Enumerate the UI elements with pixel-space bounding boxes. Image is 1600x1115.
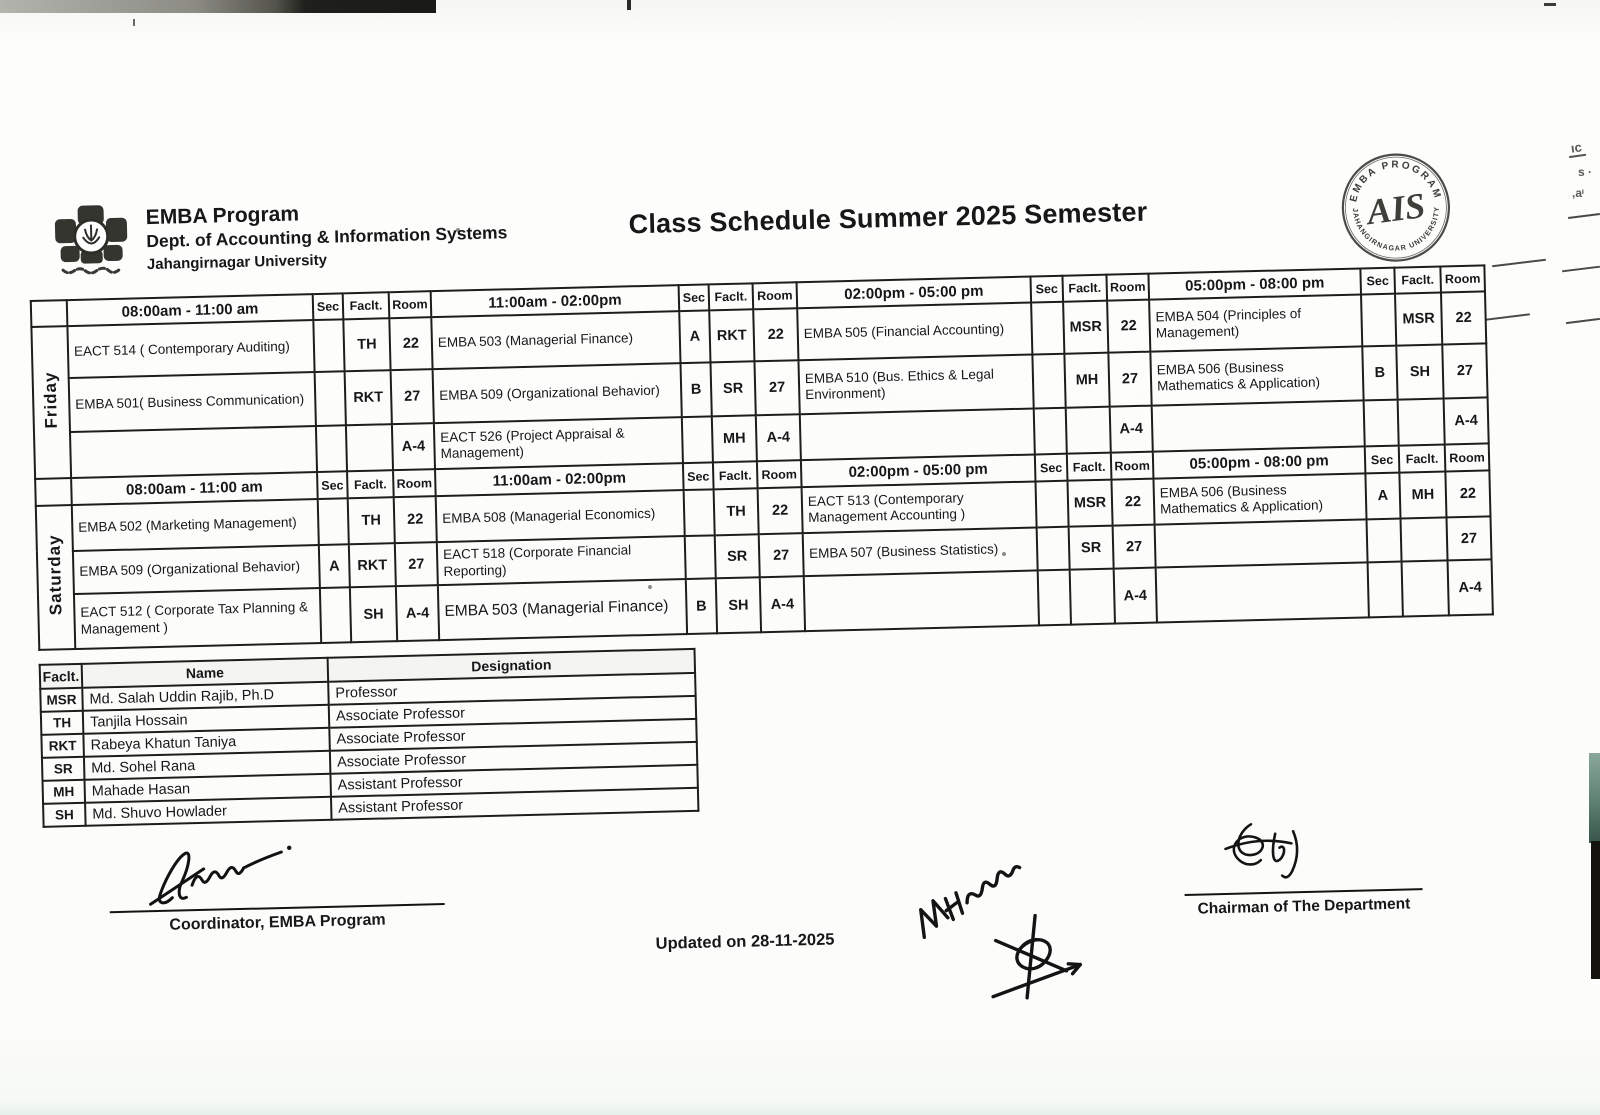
faculty-designation-cell: Assistant Professor	[330, 765, 697, 797]
faclt-column-header: Faclt.	[1399, 444, 1446, 472]
time-slot-header: 02:00pm - 05:00 pm	[797, 277, 1032, 309]
sec-cell	[1037, 527, 1070, 571]
faclt-cell: MSR	[1395, 293, 1442, 346]
course-cell: EACT 526 (Project Appraisal & Management)	[434, 417, 683, 469]
chairman-signature	[1213, 816, 1365, 894]
faculty-designation-cell: Associate Professor	[330, 742, 697, 774]
time-slot-header: 11:00am - 02:00pm	[431, 285, 680, 317]
sec-cell	[1038, 570, 1071, 626]
faculty-code-cell: SR	[42, 757, 85, 781]
room-cell: A-4	[1448, 559, 1493, 615]
faclt-column-header: Faclt.	[1394, 267, 1441, 294]
room-cell: 22	[753, 308, 798, 361]
sec-cell	[320, 587, 351, 643]
faclt-column-header: Faclt.	[1067, 453, 1112, 481]
sec-cell	[1032, 354, 1065, 409]
sec-column-header: Sec	[679, 284, 710, 311]
faclt-cell: MH	[712, 415, 757, 462]
faclt-column-header: Faclt.	[713, 461, 758, 489]
faclt-cell	[1398, 398, 1445, 445]
room-cell: 22	[1111, 479, 1154, 526]
sec-column-header: Sec	[683, 462, 714, 490]
seal-center-text: AIS	[1364, 185, 1428, 233]
room-column-header: Room	[1111, 452, 1154, 480]
course-cell: EMBA 504 (Principles of Management)	[1149, 294, 1362, 351]
day-label-cell	[36, 505, 76, 650]
coordinator-signature	[143, 835, 355, 910]
sec-cell	[313, 319, 344, 372]
faculty-code-cell: RKT	[41, 734, 84, 758]
sec-column-header: Sec	[1035, 454, 1068, 482]
faculty-designation-cell: Assistant Professor	[331, 788, 698, 820]
sec-cell	[1364, 400, 1399, 447]
org-header	[49, 193, 508, 284]
faculty-name-cell: Mahade Hasan	[84, 774, 330, 803]
room-cell: A-4	[392, 423, 435, 470]
university-name: Jahangirnagar University	[146, 251, 328, 273]
room-column-header: Room	[1445, 443, 1490, 471]
course-cell: EMBA 503 (Managerial Finance)	[438, 579, 687, 640]
course-cell: EMBA 507 (Business Statistics)	[803, 527, 1038, 576]
room-cell: 22	[1107, 300, 1150, 353]
faclt-column-header: Faclt.	[347, 470, 394, 498]
scan-artifact-page-fragment: s ·	[1578, 165, 1593, 179]
room-column-header: Room	[753, 282, 798, 309]
faculty-name-cell: Tanjila Hossain	[83, 705, 329, 734]
faclt-cell	[346, 424, 393, 471]
sec-cell: A	[679, 310, 710, 363]
course-cell: EACT 512 ( Corporate Tax Planning & Management )	[74, 588, 321, 649]
faculty-code-header: Faclt.	[40, 664, 83, 689]
room-cell: 27	[754, 360, 799, 415]
faculty-designation-header: Designation	[328, 649, 695, 682]
course-cell	[804, 570, 1039, 631]
faclt-cell	[1070, 569, 1115, 625]
scan-artifact-page-fragment: ,aᶦ	[1572, 186, 1584, 200]
course-cell: EMBA 506 (Business Mathematics & Application)	[1150, 346, 1363, 405]
time-slot-header: 05:00pm - 08:00 pm	[1153, 446, 1366, 478]
day-spacer-cell	[31, 300, 68, 327]
course-cell: EACT 518 (Corporate Financial Reporting)	[437, 536, 686, 585]
faculty-designation-cell: Associate Professor	[329, 696, 696, 728]
faclt-cell: SH	[716, 577, 761, 633]
course-cell: EACT 513 (Contemporary Management Accounting )	[802, 481, 1037, 533]
faculty-code-cell: SH	[43, 803, 86, 827]
faclt-cell: TH	[714, 488, 759, 535]
day-label: Saturday	[44, 534, 66, 616]
faclt-column-header: Faclt.	[1062, 275, 1107, 302]
room-cell: 22	[1445, 470, 1490, 517]
faclt-cell: TH	[348, 497, 395, 544]
faculty-name-cell: Rabeya Khatun Taniya	[83, 728, 329, 757]
sec-cell: B	[686, 578, 717, 634]
faclt-cell	[1401, 517, 1448, 561]
faclt-cell: RKT	[349, 543, 396, 587]
sec-column-header: Sec	[313, 293, 344, 320]
faclt-cell: SH	[350, 586, 397, 642]
course-cell	[1152, 400, 1365, 451]
faclt-cell: RKT	[709, 309, 754, 362]
room-column-header: Room	[757, 460, 802, 488]
room-cell: A-4	[1444, 397, 1489, 444]
course-cell	[1155, 519, 1368, 567]
sec-cell: A	[1365, 473, 1400, 520]
sec-cell	[315, 371, 346, 426]
faculty-name-header: Name	[82, 658, 329, 688]
seal-bottom-text: JAHANGIRNAGAR UNIVERSITY	[1350, 205, 1441, 253]
faculty-code-cell: MSR	[40, 688, 83, 712]
day-label-cell	[31, 326, 71, 479]
time-slot-header: 08:00am - 11:00 am	[67, 294, 314, 326]
faculty-name-cell: Md. Shuvo Howlader	[85, 797, 331, 826]
time-slot-header: 05:00pm - 08:00 pm	[1148, 268, 1361, 299]
document-title: Class Schedule Summer 2025 Semester	[628, 196, 1148, 240]
faculty-designation-cell: Associate Professor	[329, 719, 696, 751]
program-name: EMBA Program	[145, 202, 300, 230]
course-cell: EMBA 510 (Bus. Ethics & Legal Environment)	[798, 355, 1033, 415]
course-cell	[70, 426, 317, 478]
sec-cell: B	[680, 362, 711, 417]
coordinator-signature-block	[108, 833, 445, 936]
sec-cell	[316, 425, 347, 472]
faclt-cell: MH	[1399, 471, 1446, 518]
sec-cell	[1368, 562, 1403, 618]
course-cell	[1156, 562, 1369, 622]
faculty-table	[39, 648, 700, 828]
faculty-name-cell: Md. Sohel Rana	[84, 751, 330, 780]
sec-cell: A	[319, 544, 350, 588]
course-cell	[800, 409, 1035, 461]
room-cell: 22	[1441, 291, 1486, 344]
faclt-cell: MSR	[1063, 301, 1108, 354]
faculty-code-cell: MH	[43, 780, 86, 804]
time-slot-header: 11:00am - 02:00pm	[435, 463, 684, 496]
program-seal-stamp	[1339, 150, 1454, 265]
sec-cell	[1367, 519, 1402, 563]
room-cell: A-4	[756, 414, 801, 461]
room-cell: A-4	[396, 585, 439, 641]
faclt-cell: TH	[343, 318, 390, 371]
room-column-header: Room	[1106, 274, 1149, 301]
faclt-cell: MSR	[1067, 480, 1112, 527]
sec-cell	[682, 416, 713, 463]
faculty-code-cell: TH	[41, 711, 84, 735]
faclt-cell: SR	[1069, 526, 1114, 570]
room-cell: 27	[391, 369, 434, 424]
handwritten-hasan-signature	[881, 845, 1135, 1036]
course-cell: EMBA 508 (Managerial Economics)	[436, 490, 685, 542]
faclt-cell: SH	[1396, 345, 1443, 400]
faclt-cell: SR	[715, 534, 760, 578]
room-cell: 27	[1446, 516, 1491, 560]
course-cell: EACT 514 ( Contemporary Auditing)	[67, 320, 314, 378]
course-cell: EMBA 501( Business Communication)	[69, 372, 316, 432]
seal-top-text: EMBA PROGRAM	[1348, 159, 1444, 204]
department-name: Dept. of Accounting & Information Systems	[146, 222, 508, 252]
coordinator-label: Coordinator, EMBA Program	[169, 911, 386, 934]
room-cell: 27	[395, 542, 438, 586]
sec-cell	[318, 498, 349, 545]
faclt-cell: RKT	[345, 370, 392, 425]
time-slot-header: 02:00pm - 05:00 pm	[801, 454, 1036, 487]
faclt-cell	[1402, 560, 1449, 616]
room-cell: A-4	[1110, 406, 1153, 453]
sec-cell	[1031, 302, 1064, 355]
course-cell: EMBA 505 (Financial Accounting)	[797, 303, 1032, 361]
scan-artifact-page-fragment: ıc	[1567, 139, 1586, 158]
sec-cell	[1035, 481, 1068, 528]
faculty-name-cell: Md. Salah Uddin Rajib, Ph.D	[82, 682, 328, 711]
faculty-table-body	[40, 649, 699, 827]
sec-cell	[1361, 294, 1396, 347]
course-cell: EMBA 506 (Business Mathematics & Application)	[1153, 473, 1366, 524]
updated-date-note: Updated on 28-11-2025	[655, 930, 835, 953]
chairman-label: Chairman of The Department	[1197, 895, 1411, 918]
university-logo-icon	[49, 202, 133, 284]
course-cell: EMBA 509 (Organizational Behavior)	[433, 363, 682, 423]
course-cell: EMBA 509 (Organizational Behavior)	[73, 545, 320, 594]
room-column-header: Room	[1440, 265, 1485, 292]
schedule-table-body	[31, 265, 1493, 649]
faclt-cell: SR	[710, 361, 755, 416]
course-cell: EMBA 503 (Managerial Finance)	[431, 311, 680, 369]
room-cell: 22	[394, 496, 437, 543]
faclt-column-header: Faclt.	[709, 283, 754, 310]
faclt-cell: MH	[1064, 353, 1109, 408]
chairman-signature-block	[1183, 814, 1423, 919]
class-schedule-table	[30, 264, 1494, 650]
room-cell: 27	[1108, 352, 1151, 407]
sec-cell	[1034, 408, 1067, 455]
room-column-header: Room	[389, 291, 432, 318]
faclt-cell	[1066, 407, 1111, 454]
room-cell: 27	[1113, 525, 1156, 569]
sec-cell: B	[1362, 346, 1397, 401]
room-cell: 27	[759, 533, 804, 577]
room-cell: A-4	[1114, 568, 1157, 624]
time-slot-header: 08:00am - 11:00 am	[71, 472, 318, 505]
faculty-designation-cell: Professor	[328, 673, 695, 705]
day-label: Friday	[40, 371, 61, 429]
sec-cell	[684, 489, 715, 536]
day-spacer-cell	[35, 478, 72, 506]
room-cell: A-4	[760, 576, 805, 632]
sec-cell	[685, 535, 716, 579]
sec-column-header: Sec	[1360, 268, 1395, 295]
sec-column-header: Sec	[317, 471, 348, 499]
room-cell: 22	[758, 487, 803, 534]
sec-column-header: Sec	[1365, 446, 1400, 474]
sec-column-header: Sec	[1030, 276, 1063, 303]
room-cell: 27	[1442, 343, 1487, 398]
room-column-header: Room	[393, 469, 436, 497]
faclt-column-header: Faclt.	[343, 292, 390, 319]
course-cell: EMBA 502 (Marketing Management)	[72, 499, 319, 551]
room-cell: 22	[389, 317, 432, 370]
